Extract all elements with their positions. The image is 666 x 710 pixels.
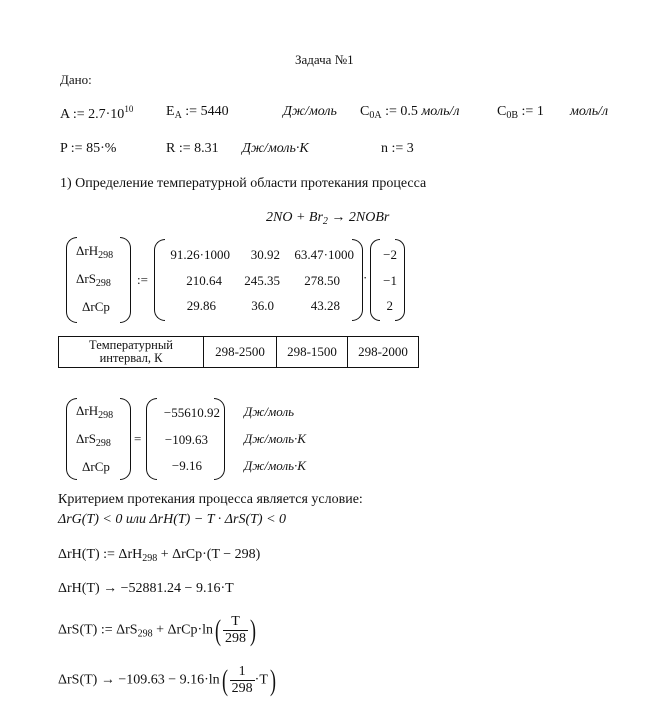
result-unit: Дж/моль·K [244,431,306,446]
given-n: n := 3 [381,141,414,156]
coeff-cell: −1 [383,273,397,288]
coeff-cell: −2 [383,247,397,262]
criterion-formula: ΔrG(T) < 0 или ΔrH(T) − T · ΔrS(T) < 0 [58,512,287,527]
label-dS298: ΔrS$_{298}$ [76,271,111,289]
temperature-interval-table [58,336,419,368]
assign-operator: := [137,272,148,287]
given-EA: $E_A$ := 5440 [166,104,229,121]
reaction-equation: $2NO + Br_2$ → 2NOBr [266,210,390,227]
result-unit: Дж/моль·K [244,458,306,473]
result-label-dS298: ΔrS$_{298}$ [76,431,111,449]
given-C0B-unit: моль/л [570,104,609,119]
matrix-cell: 30.92 [250,247,280,262]
given-label: Дано: [60,72,92,87]
matrix-cell: 91.26·1000 [170,247,230,262]
result-value: −55610.92 [163,405,220,420]
given-P: P := 85·% [60,141,117,156]
page-title: Задача №1 [295,52,354,67]
given-R-unit: Дж/моль·K [242,141,309,156]
result-value: −109.63 [164,432,208,447]
equation-dS-def: ΔrS(T) := ΔrS$_{298}$ + ΔrCp·ln( $\frac{T}{298}$ ) [58,613,257,647]
right-paren [120,237,131,323]
given-EA-unit: Дж/моль [283,104,337,119]
label-dCp: ΔrCp [82,299,110,314]
result-unit: Дж/моль [244,404,295,419]
given-C0A: $C_{0A}$ := 0.5 моль/л [360,104,460,121]
given-C0B: $C_{0B}$ := 1 [497,104,544,121]
matrix-cell: 43.28 [310,298,340,313]
result-label-right-paren [120,398,131,480]
dot-operator: · [363,270,368,285]
equation-dS-result: ΔrS(T) → −109.63 − 9.16·ln( $\frac{1}{298}$ ·T) [58,663,276,697]
matrix-cell: 278.50 [304,273,340,288]
equation-dH-def: ΔrH(T) := ΔrH$_{298}$ + ΔrCp·(T − 298) [58,547,261,564]
given-R: R := 8.31 [166,141,219,156]
coeff-cell: 2 [386,298,393,313]
result-label-dH298: ΔrH$_{298}$ [76,403,114,421]
equals-operator: = [134,431,142,446]
table-cell: 298-2500 [204,337,277,368]
criterion-text: Критерием протекания процесса является условие: [58,492,363,507]
label-dH298: ΔrH$_{298}$ [76,243,114,261]
matrix-cell: 63.47·1000 [294,247,354,262]
matrix-cell: 210.64 [186,273,222,288]
table-header: Температурный интервал, К [59,337,204,368]
matrix-cell: 245.35 [244,273,280,288]
result-value: −9.16 [171,458,202,473]
table-cell: 298-2000 [348,337,419,368]
section-heading: 1) Определение температурной области протекания процесса [60,176,427,191]
matrix-cell: 36.0 [251,298,274,313]
matrix-cell: 29.86 [186,298,216,313]
table-cell: 298-1500 [277,337,348,368]
given-A: A := $2.7\cdot 10^{10}$ [60,104,134,122]
equation-dH-result: ΔrH(T) → −52881.24 − 9.16·T [58,581,234,596]
result-label-dCp: ΔrCp [82,459,110,474]
